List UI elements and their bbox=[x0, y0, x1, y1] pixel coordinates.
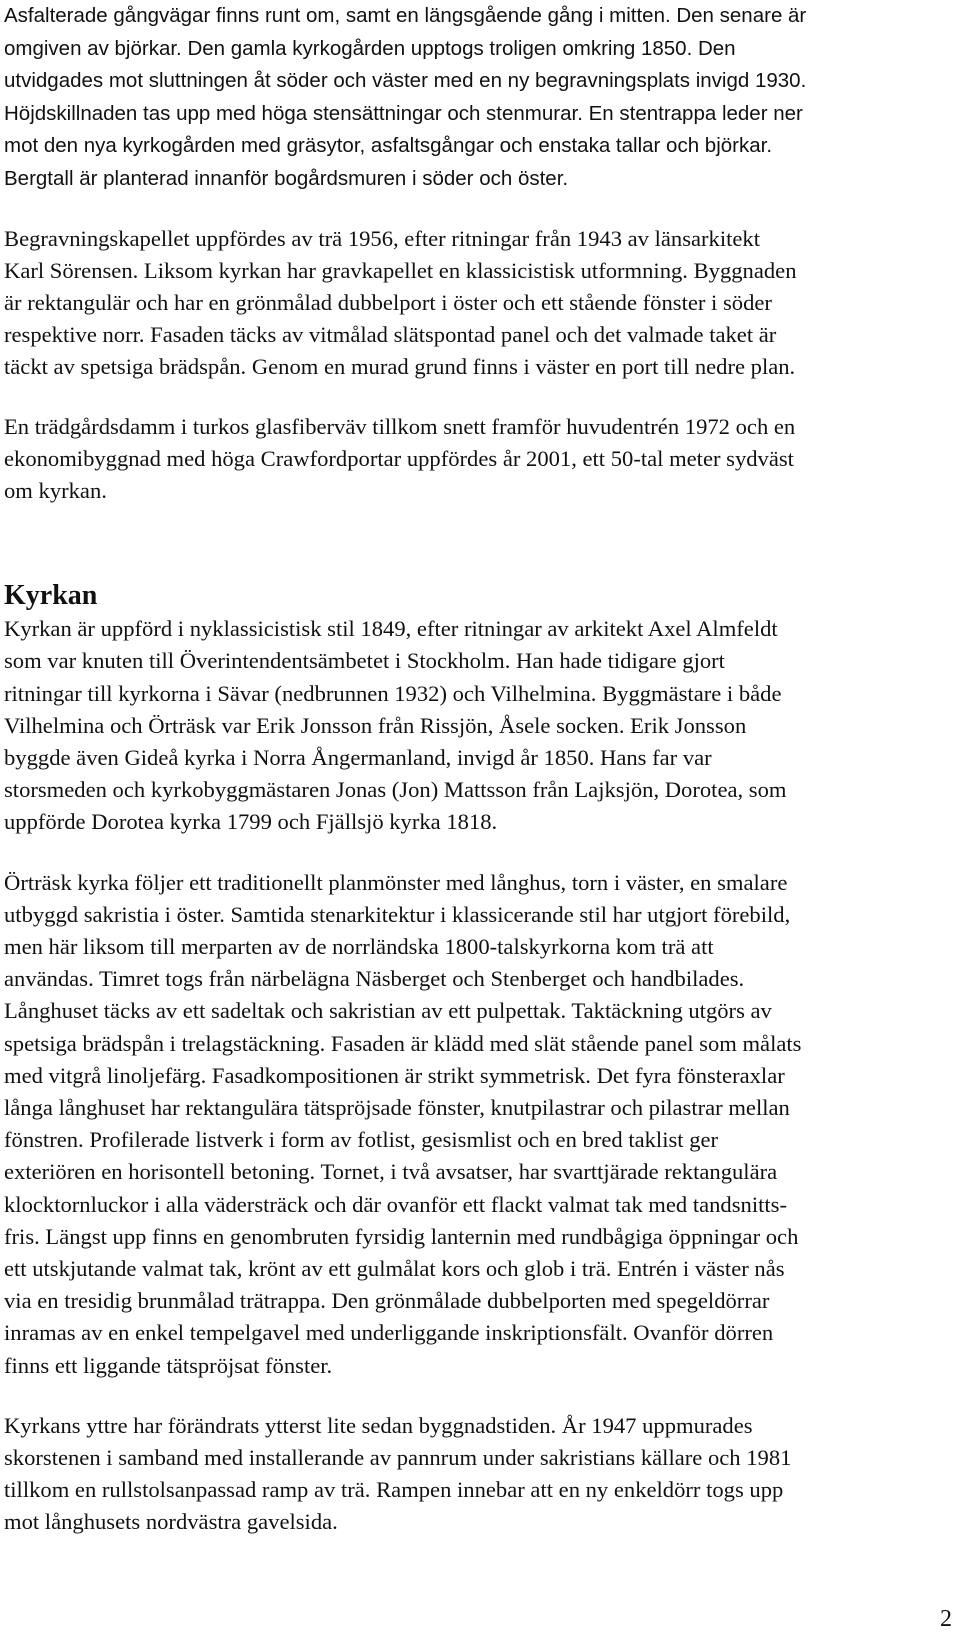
paragraph-church-history: Kyrkan är uppförd i nyklassicistisk stil 1849, efter ritningar av arkitekt Axel Almfeldt som var knuten till Överintendentsämbetet i Stockholm. Han hade tidigare gjort ritningar till kyrkorna i Sävar (nedbrunnen 1932) och Vilhelmina. Byggmästare i både Vilhelmina och Örträsk var Erik Jonsson från Rissjön, Åsele socken. Erik Jonsson byggde även Gideå kyrka i Norra Ångermanland, invigd år 1850. Hans far var storsmeden och kyrkobyggmästaren Jonas (Jon) Mattsson från Lajksjön, Dorotea, som uppförde Dorotea kyrka 1799 och Fjällsjö kyrka 1818. bbox=[4, 616, 787, 835]
paragraph-cemetery-paths: Asfalterade gångvägar finns runt om, samt en längsgående gång i mitten. Den senare är omgiven av björkar. Den gamla kyrkogården upptogs troligen omkring 1850. Den utvidgades mot sluttningen åt söder och väster med en ny begravningsplats invigd 1930. Höjdskillnaden tas upp med höga stensättningar och stenmurar. En stentrappa leder ner mot den nya kyrkogården med gräsytor, asfaltsgångar och enstaka tallar och björkar. Bergtall är planterad innanför bogårdsmuren i söder och öster. bbox=[4, 4, 807, 190]
paragraph-church-changes: Kyrkans yttre har förändrats ytterst lite sedan byggnadstiden. År 1947 uppmurades skorstenen i samband med installerande av pannrum under sakristians källare och 1981 tillkom en rullstolsanpassad ramp av trä. Rampen innebar att en ny enkeldörr togs upp mot långhusets nordvästra gavelsida. bbox=[4, 1412, 792, 1535]
page-number: 2 bbox=[940, 1606, 952, 1632]
section-heading-kyrkan: Kyrkan bbox=[4, 580, 98, 612]
paragraph-burial-chapel: Begravningskapellet uppfördes av trä 1956, efter ritningar från 1943 av länsarkitekt Karl Sörensen. Liksom kyrkan har gravkapellet en klassicistisk utformning. Byggnaden är rektangulär och har en grönmålad dubbelport i öster och ett stående fönster i söder respektive norr. Fasaden täcks av vitmålad slätspontad panel och det valmade taket är täckt av spetsiga brädspån. Genom en murad grund finns i väster en port till nedre plan. bbox=[4, 225, 797, 380]
paragraph-garden-pond: En trädgårdsdamm i turkos glasfiberväv tillkom snett framför huvudentrén 1972 och en ekonomibyggnad med höga Crawfordportar uppfördes år 2001, ett 50-tal meter sydväst om kyrkan. bbox=[4, 413, 796, 503]
page-content bbox=[4, 0, 952, 1539]
paragraph-church-architecture: Örträsk kyrka följer ett traditionellt planmönster med långhus, torn i väster, en smalare utbyggd sakristia i öster. Samtida stenarkitektur i klassicerande stil har utgjort förebild, men här liksom till merparten av de norrländska 1800-talskyrkorna kom trä att användas. Timret togs från närbelägna Näsberget och Stenberget och handbilades. Långhuset täcks av ett sadeltak och sakristian av ett pulpettak. Taktäckning utgörs av spetsiga brädspån i trelagstäckning. Fasaden är klädd med slät stående panel som målats med vitgrå linoljefärg. Fasadkompositionen är strikt symmetrisk. Det fyra fönsteraxlar långa långhuset har rektangulära tätspröjsade fönster, knutpilastrar och pilastrar mellan fönstren. Profilerade listverk i form av fotlist, gesismlist och en bred taklist ger exteriören en horisontell betoning. Tornet, i två avsatser, har svarttjärade rektangulära klocktornluckor i alla vädersträck och där ovanför ett flackt valmat tak med tandsnitts- fris. Längst upp finns en genombruten fyrsidig lanternin med rundbågiga öppningar och ett utskjutande valmat tak, krönt av ett gulmålat kors och glob i trä. Entrén i väster nås via en tresidig brunmålad trätrappa. Den grönmålade dubbelporten med spegeldörrar inramas av en enkel tempelgavel med underliggande inskriptionsfält. Ovanför dörren finns ett liggande tätspröjsat fönster. bbox=[4, 869, 802, 1378]
